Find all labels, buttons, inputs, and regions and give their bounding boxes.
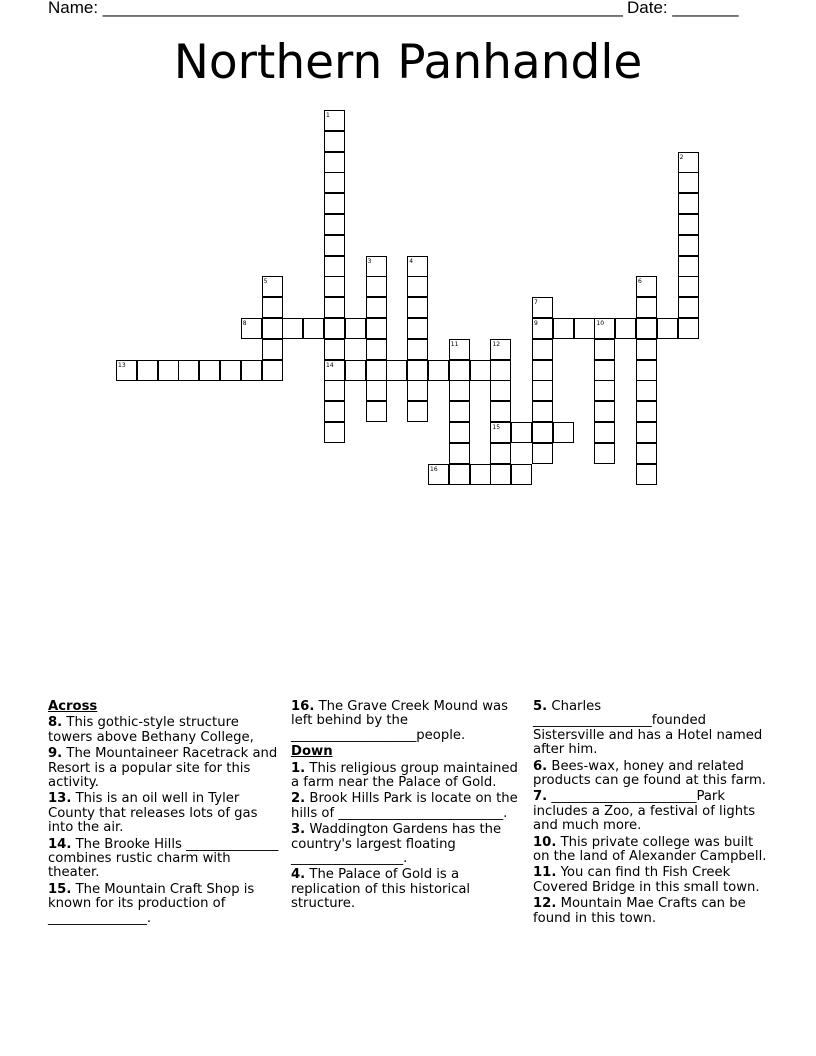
clues-column-1	[48, 700, 284, 928]
grid-cell[interactable]	[636, 276, 657, 297]
grid-cell[interactable]	[386, 360, 407, 381]
grid-cell[interactable]	[636, 464, 657, 485]
grid-cell[interactable]	[490, 339, 511, 360]
across-heading: Across	[48, 699, 98, 714]
grid-cell[interactable]	[407, 360, 428, 381]
grid-cell[interactable]	[636, 443, 657, 464]
grid-cell[interactable]	[178, 360, 199, 381]
grid-cell[interactable]	[407, 339, 428, 360]
grid-cell[interactable]	[490, 443, 511, 464]
grid-cell[interactable]	[262, 276, 283, 297]
grid-cell[interactable]	[470, 360, 491, 381]
grid-cell[interactable]	[594, 401, 615, 422]
grid-cell[interactable]	[678, 193, 699, 214]
grid-cell[interactable]	[158, 360, 179, 381]
grid-cell[interactable]	[407, 318, 428, 339]
grid-cell[interactable]	[678, 235, 699, 256]
grid-cell[interactable]	[449, 422, 470, 443]
grid-cell[interactable]	[137, 360, 158, 381]
grid-cell[interactable]	[324, 339, 345, 360]
clues-column-3	[533, 700, 769, 928]
grid-cell[interactable]	[490, 380, 511, 401]
grid-cell[interactable]	[449, 443, 470, 464]
clue-down-6: 6. Bees-wax, honey and related products can ge found at this farm.	[533, 758, 766, 789]
clue-down-11: 11. You can find th Fish Creek Covered Bridge in this small town.	[533, 865, 760, 895]
grid-cell[interactable]	[594, 380, 615, 401]
cell-number: 5	[263, 278, 268, 286]
grid-cell[interactable]	[220, 360, 241, 381]
page-title: Northern Panhandle	[173, 35, 643, 90]
grid-cell[interactable]	[678, 256, 699, 277]
grid-cell[interactable]	[490, 464, 511, 485]
grid-cell[interactable]	[678, 172, 699, 193]
grid-cell[interactable]	[594, 339, 615, 360]
grid-cell[interactable]	[199, 360, 220, 381]
grid-cell[interactable]	[262, 318, 283, 339]
grid-cell[interactable]	[490, 360, 511, 381]
cell-number: 1	[326, 112, 330, 119]
grid-cell[interactable]	[449, 401, 470, 422]
grid-cell[interactable]	[636, 297, 657, 318]
grid-cell[interactable]	[324, 110, 345, 131]
grid-cell[interactable]	[636, 360, 657, 381]
grid-cell[interactable]	[574, 318, 595, 339]
grid-cell[interactable]	[636, 401, 657, 422]
cell-number: 12	[492, 340, 501, 348]
grid-cell[interactable]	[636, 339, 657, 360]
clue-down-10: 10. This private college was built on the land of Alexander Campbell.	[533, 834, 767, 865]
cell-number: 7	[534, 299, 538, 307]
cell-number: 9	[534, 320, 538, 327]
grid-cell[interactable]	[366, 380, 387, 401]
clue-across-8: 8. This gothic-style structure towers above Bethany College,	[48, 715, 254, 745]
grid-cell[interactable]	[678, 214, 699, 235]
grid-cell[interactable]	[262, 360, 283, 381]
grid-cell[interactable]	[324, 297, 345, 318]
grid-cell[interactable]	[324, 360, 345, 381]
grid-cell[interactable]	[407, 256, 428, 277]
grid-cell[interactable]	[366, 339, 387, 360]
cell-number: 14	[326, 361, 334, 369]
grid-cell[interactable]	[532, 380, 553, 401]
grid-cell[interactable]	[324, 235, 345, 256]
grid-cell[interactable]	[324, 276, 345, 297]
grid-cell[interactable]	[262, 297, 283, 318]
grid-cell[interactable]	[407, 380, 428, 401]
cell-number: 15	[492, 424, 501, 431]
grid-cell[interactable]	[366, 401, 387, 422]
grid-cell[interactable]	[241, 318, 262, 339]
grid-cell[interactable]	[116, 360, 137, 381]
grid-cell[interactable]	[449, 380, 470, 401]
clue-down-5: 5. Charles __________________founded Sistersville and has a Hotel named after him.	[533, 699, 763, 758]
clue-down-3: 3. Waddington Gardens has the country's largest floating _________________.	[291, 822, 502, 867]
grid-cell[interactable]	[345, 318, 366, 339]
grid-cell[interactable]	[407, 297, 428, 318]
clues-column-2	[291, 700, 525, 914]
grid-cell[interactable]	[324, 152, 345, 173]
grid-cell[interactable]	[470, 464, 491, 485]
grid-cell[interactable]	[553, 318, 574, 339]
grid-cell[interactable]	[428, 464, 449, 485]
grid-cell[interactable]	[241, 360, 262, 381]
grid-cell[interactable]	[324, 193, 345, 214]
grid-cell[interactable]	[511, 422, 532, 443]
grid-cell[interactable]	[532, 318, 553, 339]
clue-down-2: 2. Brook Hills Park is locate on the hills of _________________________.	[291, 791, 518, 821]
clue-across-14: 14. The Brooke Hills ______________ combines rustic charm with theater.	[48, 836, 279, 881]
grid-cell[interactable]	[511, 464, 532, 485]
grid-cell[interactable]	[449, 360, 470, 381]
grid-cell[interactable]	[324, 380, 345, 401]
grid-cell[interactable]	[657, 318, 678, 339]
grid-cell[interactable]	[449, 339, 470, 360]
cell-number: 4	[409, 257, 414, 265]
grid-cell[interactable]	[636, 422, 657, 443]
grid-cell[interactable]	[282, 318, 303, 339]
grid-cell[interactable]	[345, 360, 366, 381]
cell-number: 3	[367, 257, 372, 265]
clue-down-4: 4. The Palace of Gold is a replication of this historical structure.	[291, 867, 471, 912]
date-field[interactable]: Date: _______	[627, 0, 739, 17]
clue-across-15: 15. The Mountain Craft Shop is known for its production of _______________.	[48, 881, 255, 926]
grid-cell[interactable]	[532, 422, 553, 443]
grid-cell[interactable]	[678, 152, 699, 173]
grid-cell[interactable]	[532, 297, 553, 318]
grid-cell[interactable]	[324, 318, 345, 339]
grid-cell[interactable]	[324, 422, 345, 443]
grid-cell[interactable]	[532, 443, 553, 464]
grid-cell[interactable]	[366, 360, 387, 381]
clue-down-12: 12. Mountain Mae Crafts can be found in this town.	[533, 896, 746, 926]
grid-cell[interactable]	[490, 401, 511, 422]
grid-cell[interactable]	[324, 172, 345, 193]
grid-cell[interactable]	[594, 443, 615, 464]
grid-cell[interactable]	[366, 256, 387, 277]
cell-number: 8	[242, 320, 247, 327]
grid-cell[interactable]	[428, 360, 449, 381]
grid-cell[interactable]	[594, 360, 615, 381]
grid-cell[interactable]	[678, 318, 699, 339]
grid-cell[interactable]	[324, 401, 345, 422]
grid-cell[interactable]	[366, 297, 387, 318]
grid-cell[interactable]	[594, 422, 615, 443]
grid-cell[interactable]	[324, 256, 345, 277]
grid-cell[interactable]	[553, 422, 574, 443]
cell-number: 16	[430, 465, 438, 473]
grid-cell[interactable]	[366, 276, 387, 297]
clue-across-13: 13. This is an oil well in Tyler County that releases lots of gas into the air.	[48, 791, 258, 836]
grid-cell[interactable]	[366, 318, 387, 339]
crossword-grid	[0, 0, 816, 500]
down-heading: Down	[291, 744, 333, 760]
grid-cell[interactable]	[303, 318, 324, 339]
clue-down-7: 7. ______________________Park includes a Zoo, a festival of lights and much more.	[533, 789, 756, 834]
cell-number: 2	[679, 153, 684, 161]
clue-across-9: 9. The Mountaineer Racetrack and Resort is a popular site for this activity.	[48, 746, 278, 791]
grid-cell[interactable]	[594, 318, 615, 339]
cell-number: 13	[118, 361, 126, 369]
grid-cell[interactable]	[407, 276, 428, 297]
grid-cell[interactable]	[636, 380, 657, 401]
grid-cell[interactable]	[615, 318, 636, 339]
grid-cell[interactable]	[490, 422, 511, 443]
cell-number: 11	[450, 340, 459, 348]
clue-down-1: 1. This religious group maintained a farm near the Palace of Gold.	[291, 760, 518, 791]
cell-number: 10	[596, 320, 605, 327]
name-field[interactable]: Name: _______________________________________________________	[48, 0, 623, 17]
grid-cell[interactable]	[262, 339, 283, 360]
grid-cell[interactable]	[324, 131, 345, 152]
grid-cell[interactable]	[636, 318, 657, 339]
clue-across-16: 16. The Grave Creek Mound was left behind by the ___________________people.	[291, 699, 508, 743]
grid-cell[interactable]	[407, 401, 428, 422]
grid-cell[interactable]	[324, 214, 345, 235]
grid-cell[interactable]	[532, 339, 553, 360]
cell-number: 6	[638, 278, 642, 286]
grid-cell[interactable]	[449, 464, 470, 485]
grid-cell[interactable]	[678, 276, 699, 297]
grid-cell[interactable]	[678, 297, 699, 318]
grid-cell[interactable]	[532, 360, 553, 381]
grid-cell[interactable]	[532, 401, 553, 422]
